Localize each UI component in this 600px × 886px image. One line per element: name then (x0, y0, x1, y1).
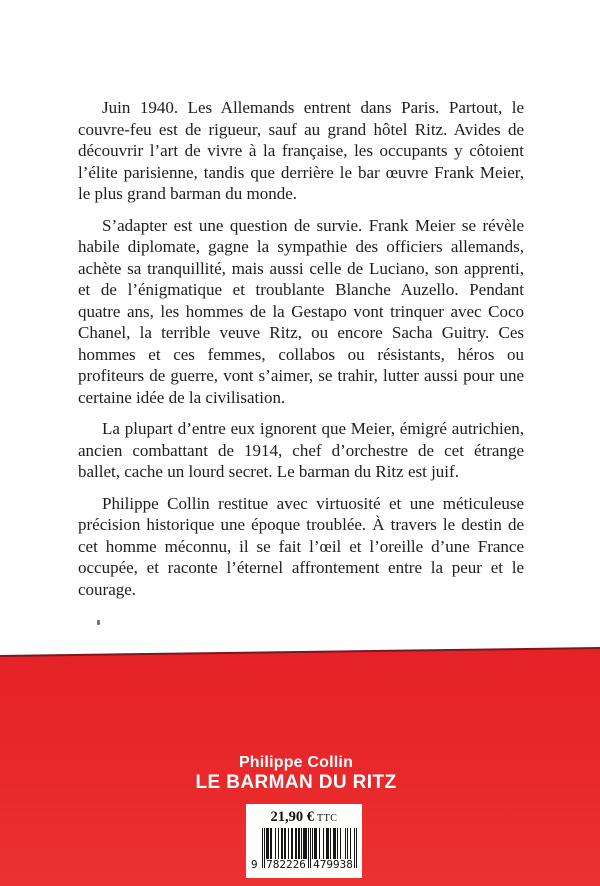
barcode-digits-group1: 782226 (266, 858, 306, 871)
synopsis-paragraph-1: Juin 1940. Les Allemands entrent dans Paris. Partout, le couvre-feu est de rigueur, sauf au grand hôtel Ritz. Avides de découvrir l’art de vivre à la française, les occupants y côtoient l’élite parisienne, tandis que derrière le bar œuvre Frank Meier, le plus grand barman du monde. (78, 98, 524, 203)
synopsis-paragraph-4: Philippe Collin restitue avec virtuosité et une méticuleuse précision historique une époque troublée. À travers le destin de cet homme méconnu, il se fait l’œil et l’oreille d’une France occupée, et raconte l’éternel affrontement entre la peur et le courage. (78, 493, 524, 599)
price-line (246, 808, 362, 824)
price-amount: 21,90 € (270, 809, 315, 825)
synopsis (78, 97, 524, 610)
synopsis-paragraph-3: La plupart d’entre eux ignorent que Meier, émigré autrichien, ancien combattant de 1914, chef d’orchestre de cet étrange ballet, cache un lourd secret. Le barman du Ritz est juif. (78, 419, 524, 481)
price-barcode-label (246, 804, 362, 878)
price-tax-label: TTC (317, 813, 338, 824)
red-band (0, 636, 600, 886)
barcode-digits-group2: 479938 (313, 858, 353, 871)
book-title: LE BARMAN DU RITZ (195, 772, 397, 793)
synopsis-paragraph-2: S’adapter est une question de survie. Frank Meier se révèle habile diplomate, gagne la sympathie des officiers allemands, achète sa tranquillité, mais aussi celle de Luciano, son apprenti, et de l’énigmatique et troublante Blanche Auzello. Pendant quatre ans, les hommes de la Gestapo vont trinquer avec Coco Chanel, la terrible veuve Ritz, ou encore Sacha Guitry. Ces hommes et ces femmes, collabos ou résistants, héros ou profiteurs de guerre, vont s’aimer, se trahir, lutter aussi pour une certaine idée de la civilisation. (78, 215, 524, 407)
author-name: Philippe Collin (238, 754, 354, 771)
imprint (0, 636, 600, 886)
ean-barcode (251, 828, 357, 872)
barcode-digit-first: 9 (251, 858, 258, 871)
print-speck (97, 620, 100, 625)
